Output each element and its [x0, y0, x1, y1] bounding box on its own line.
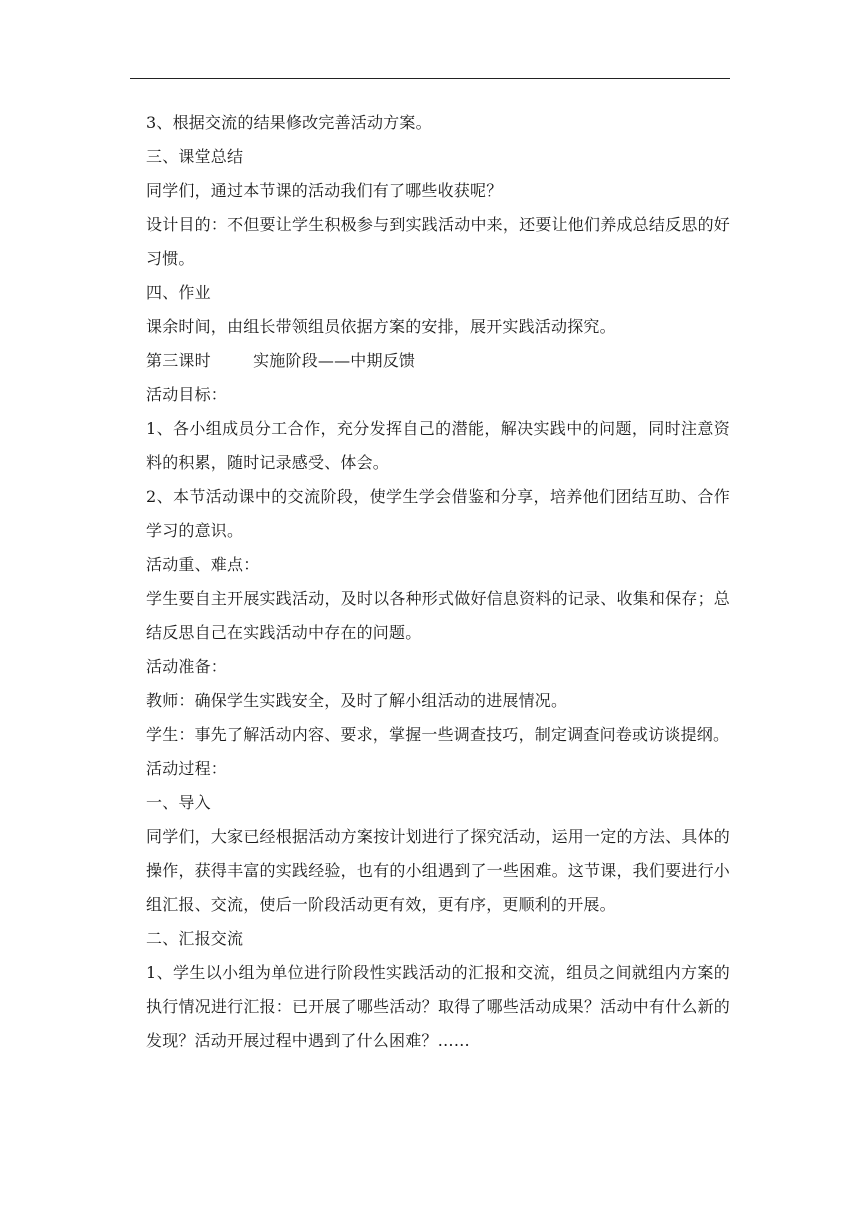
- lesson-heading: 第三课时 实施阶段——中期反馈: [146, 351, 416, 370]
- paragraph: 同学们，大家已经根据活动方案按计划进行了探究活动，运用一定的方法、具体的操作，获得丰富的实践经验，也有的小组遇到了一些困难。这节课，我们要进行小组汇报、交流，使后一阶段活动更有效，更有序，更顺利的开展。: [146, 827, 730, 914]
- paragraph: 学生：事先了解活动内容、要求，掌握一些调查技巧，制定调查问卷或访谈提纲。: [146, 725, 730, 744]
- paragraph: 1、学生以小组为单位进行阶段性实践活动的汇报和交流，组员之间就组内方案的执行情况进行汇报：已开展了哪些活动？取得了哪些活动成果？活动中有什么新的发现？活动开展过程中遇到了什么困难？……: [146, 963, 730, 1050]
- section-heading: 一、导入: [146, 793, 211, 812]
- subheading: 活动目标：: [146, 385, 228, 404]
- paragraph: 学生要自主开展实践活动，及时以各种形式做好信息资料的记录、收集和保存；总结反思自己在实践活动中存在的问题。: [146, 589, 730, 642]
- paragraph: 2、本节活动课中的交流阶段，使学生学会借鉴和分享，培养他们团结互助、合作学习的意识。: [146, 487, 730, 540]
- subheading: 活动重、难点：: [146, 555, 260, 574]
- paragraph: 1、各小组成员分工合作，充分发挥自己的潜能，解决实践中的问题，同时注意资料的积累，随时记录感受、体会。: [146, 419, 730, 472]
- section-heading: 四、作业: [146, 283, 211, 302]
- section-heading: 二、汇报交流: [146, 929, 244, 948]
- header-rule: [130, 78, 730, 79]
- subheading: 活动准备：: [146, 657, 228, 676]
- document-body: [146, 106, 730, 1058]
- paragraph: 课余时间，由组长带领组员依据方案的安排，展开实践活动探究。: [146, 317, 616, 336]
- paragraph: 设计目的：不但要让学生积极参与到实践活动中来，还要让他们养成总结反思的好习惯。: [146, 215, 730, 268]
- subheading: 活动过程：: [146, 759, 228, 778]
- section-heading: 三、课堂总结: [146, 147, 244, 166]
- paragraph: 3、根据交流的结果修改完善活动方案。: [146, 113, 432, 132]
- paragraph: 教师：确保学生实践安全，及时了解小组活动的进展情况。: [146, 691, 568, 710]
- paragraph: 同学们，通过本节课的活动我们有了哪些收获呢？: [146, 181, 503, 200]
